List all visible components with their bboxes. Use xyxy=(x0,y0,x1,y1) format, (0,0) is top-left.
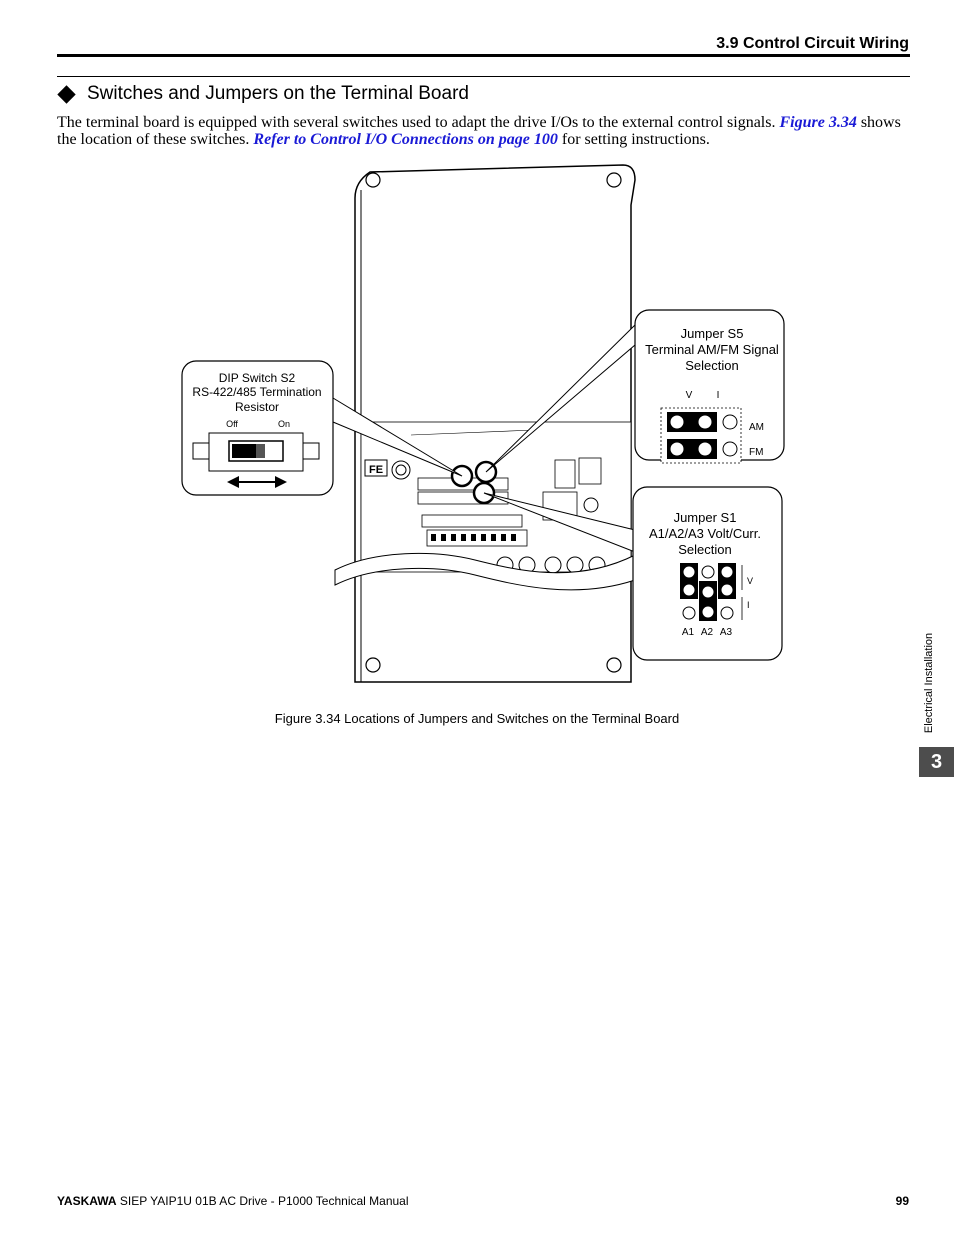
figure-caption: Figure 3.34 Locations of Jumpers and Switches on the Terminal Board xyxy=(274,711,680,726)
dip-switch-s2[interactable] xyxy=(193,433,319,471)
s1-a3-label: A3 xyxy=(719,627,733,638)
dip-switch-title: DIP Switch S2 xyxy=(218,371,296,385)
s5-i-label: I xyxy=(716,390,720,401)
chapter-label-text: Electrical Installation xyxy=(923,632,935,734)
footer xyxy=(57,1194,409,1208)
s1-a2-label: A2 xyxy=(700,627,714,638)
dip-switch-desc-2: Resistor xyxy=(234,400,280,414)
s1-a1-label: A1 xyxy=(681,627,695,638)
chapter-side-label xyxy=(921,628,937,738)
page-number: 99 xyxy=(895,1194,909,1208)
footer-manual-title: SIEP YAIP1U 01B AC Drive - P1000 Technical Manual xyxy=(116,1194,409,1208)
dip-on-label: On xyxy=(277,419,291,429)
jumper-s5-desc-2: Selection xyxy=(685,358,739,373)
figure-link[interactable]: Figure 3.34 xyxy=(779,114,857,131)
s1-i-label: I xyxy=(747,600,750,610)
s5-v-label: V xyxy=(685,390,693,401)
jumper-s1-desc: A1/A2/A3 Volt/Curr. xyxy=(648,526,762,541)
body-paragraph xyxy=(57,114,907,148)
paragraph-text-1: The terminal board is equipped with several switches used to adapt the drive I/Os to the external control signals. xyxy=(57,114,780,131)
header-rule-thin xyxy=(57,76,910,77)
page-reference-link[interactable]: Refer to Control I/O Connections on page 100 xyxy=(253,131,558,148)
section-heading xyxy=(57,83,469,105)
jumper-s5-title: Jumper S5 xyxy=(680,326,744,341)
jumper-s1-desc-2: Selection xyxy=(678,542,732,557)
fe-label: FE xyxy=(368,464,384,476)
s5-am-label: AM xyxy=(749,422,764,433)
paragraph-text-2: shows the location of these switches. xyxy=(57,114,901,148)
dip-off-label: Off xyxy=(226,419,238,429)
terminal-board-figure xyxy=(175,160,795,695)
jumper-s1-title: Jumper S1 xyxy=(673,510,737,525)
footer-brand: YASKAWA xyxy=(57,1194,117,1208)
header-rule xyxy=(57,54,910,57)
diamond-bullet-icon xyxy=(57,85,75,103)
s5-fm-label: FM xyxy=(749,447,764,458)
jumper-s5-desc: Terminal AM/FM Signal xyxy=(645,342,779,357)
paragraph-text-3: for setting instructions. xyxy=(557,131,710,148)
s1-v-label: V xyxy=(747,576,754,586)
header-section-title: 3.9 Control Circuit Wiring xyxy=(716,35,909,52)
section-title: Switches and Jumpers on the Terminal Board xyxy=(87,83,469,104)
chapter-tab: 3 xyxy=(919,747,954,777)
dip-switch-desc: RS-422/485 Termination xyxy=(192,385,322,399)
